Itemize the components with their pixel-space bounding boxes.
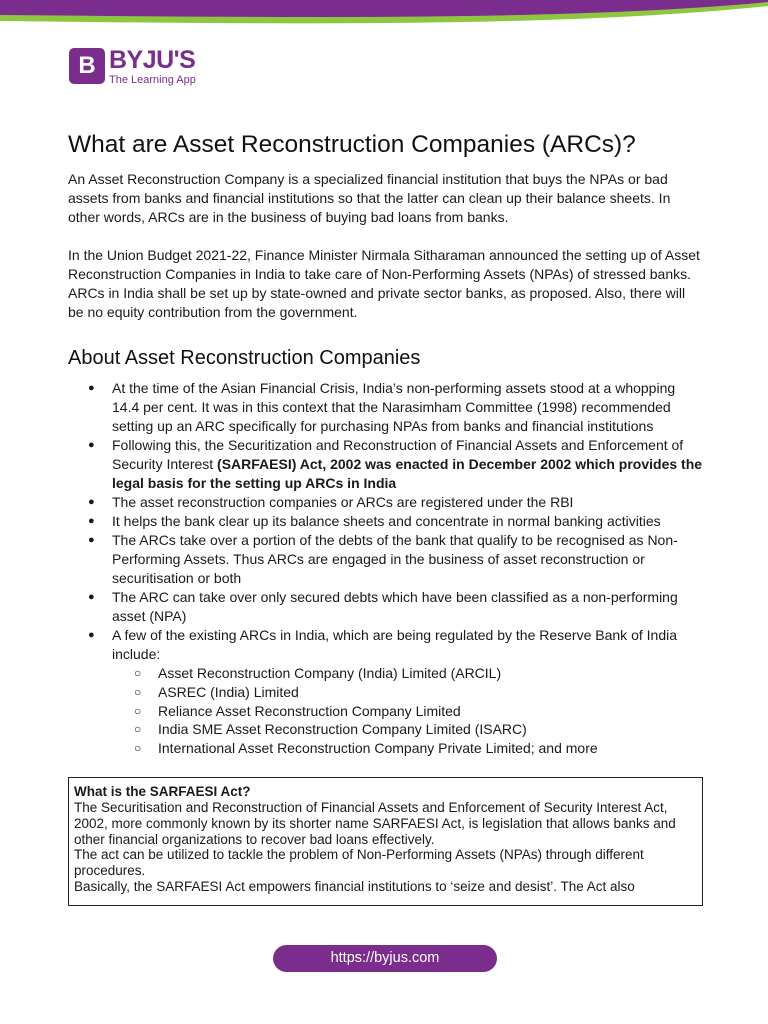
bullet-text: A few of the existing ARCs in India, which are being regulated by the Reserve Bank of India include: (112, 627, 677, 662)
bullet-text: It helps the bank clear up its balance sheets and concentrate in normal banking activities (112, 513, 661, 529)
bullet-text: The ARC can take over only secured debts which have been classified as a non-performing asset (NPA) (112, 589, 678, 624)
list-item (68, 379, 704, 436)
box-heading: What is the SARFAESI Act? (74, 784, 251, 799)
page-title: What are Asset Reconstruction Companies (ARCs)? (68, 131, 636, 158)
list-item (68, 493, 704, 512)
list-item (68, 531, 704, 588)
sub-list-item: ○ ASREC (India) Limited (112, 683, 704, 702)
logo-badge-icon (69, 48, 105, 84)
logo-badge-letter: B (78, 52, 96, 79)
article-content (68, 128, 704, 758)
bullet-text: The asset reconstruction companies or ARCs are registered under the RBI (112, 494, 574, 510)
logo-tagline: The Learning App (109, 74, 196, 86)
sub-list-item: ○ International Asset Reconstruction Company Private Limited; and more (112, 739, 704, 758)
list-item (68, 436, 704, 493)
box-line: The Securitisation and Reconstruction of Financial Assets and Enforcement of Security Interest Act, 2002, more commonly known by its shorter name SARFAESI Act, is legislation that allows banks and other financial organizations to recover bad loans effectively. (74, 800, 676, 847)
bullet-text: At the time of the Asian Financial Crisis, India’s non-performing assets stood at a whopping 14.4 per cent. It was in this context that the Narasimham Committee (1998) recommended setting up an ARC specifically for purchasing NPAs from banks and financial institutions (112, 380, 676, 434)
sub-list-item: ○ India SME Asset Reconstruction Company Limited (ISARC) (112, 720, 704, 739)
box-line: Basically, the SARFAESI Act empowers financial institutions to ‘seize and desist’. The Act also (74, 878, 635, 894)
arc-sub-list (112, 664, 704, 758)
list-item (68, 512, 704, 531)
bullet-text: Following this, the Securitization and Reconstruction of Financial Assets and Enforcement of Security Interest (112, 437, 684, 472)
sub-list-item: ○ Asset Reconstruction Company (India) Limited (ARCIL) (112, 664, 704, 683)
box-line: The act can be utilized to tackle the problem of Non-Performing Assets (NPAs) through different procedures. (74, 847, 644, 879)
list-item (68, 626, 704, 758)
footer-url-link[interactable]: https://byjus.com (273, 945, 497, 972)
intro-paragraph-2: In the Union Budget 2021-22, Finance Minister Nirmala Sitharaman announced the setting up of Asset Reconstruction Companies in India to take care of Non-Performing Assets (NPAs) of stressed banks. ARCs in India shall be set up by state-owned and private sector banks, as proposed. Also, there will be no equity contribution from the government. (68, 247, 700, 320)
logo-brand-name: BYJU'S (109, 46, 196, 74)
sarfaesi-info-box (68, 777, 703, 906)
bullet-text-bold: (SARFAESI) Act, 2002 was enacted in December 2002 which provides the legal basis for the setting up ARCs in India (112, 456, 703, 491)
list-item (68, 588, 704, 626)
about-bullet-list (68, 379, 704, 758)
section-heading-about: About Asset Reconstruction Companies (68, 347, 421, 369)
bullet-text: The ARCs take over a portion of the debts of the bank that qualify to be recognised as Non-Performing Assets. Thus ARCs are engaged in the business of asset reconstruction or securitisation or both (112, 532, 678, 586)
sub-list-item: ○ Reliance Asset Reconstruction Company Limited (112, 702, 704, 721)
header-band (0, 0, 768, 28)
intro-paragraph-1: An Asset Reconstruction Company is a specialized financial institution that buys the NPAs or bad assets from banks and financial institutions so that the latter can clean up their balance sheets. In other words, ARCs are in the business of buying bad loans from banks. (68, 171, 671, 225)
